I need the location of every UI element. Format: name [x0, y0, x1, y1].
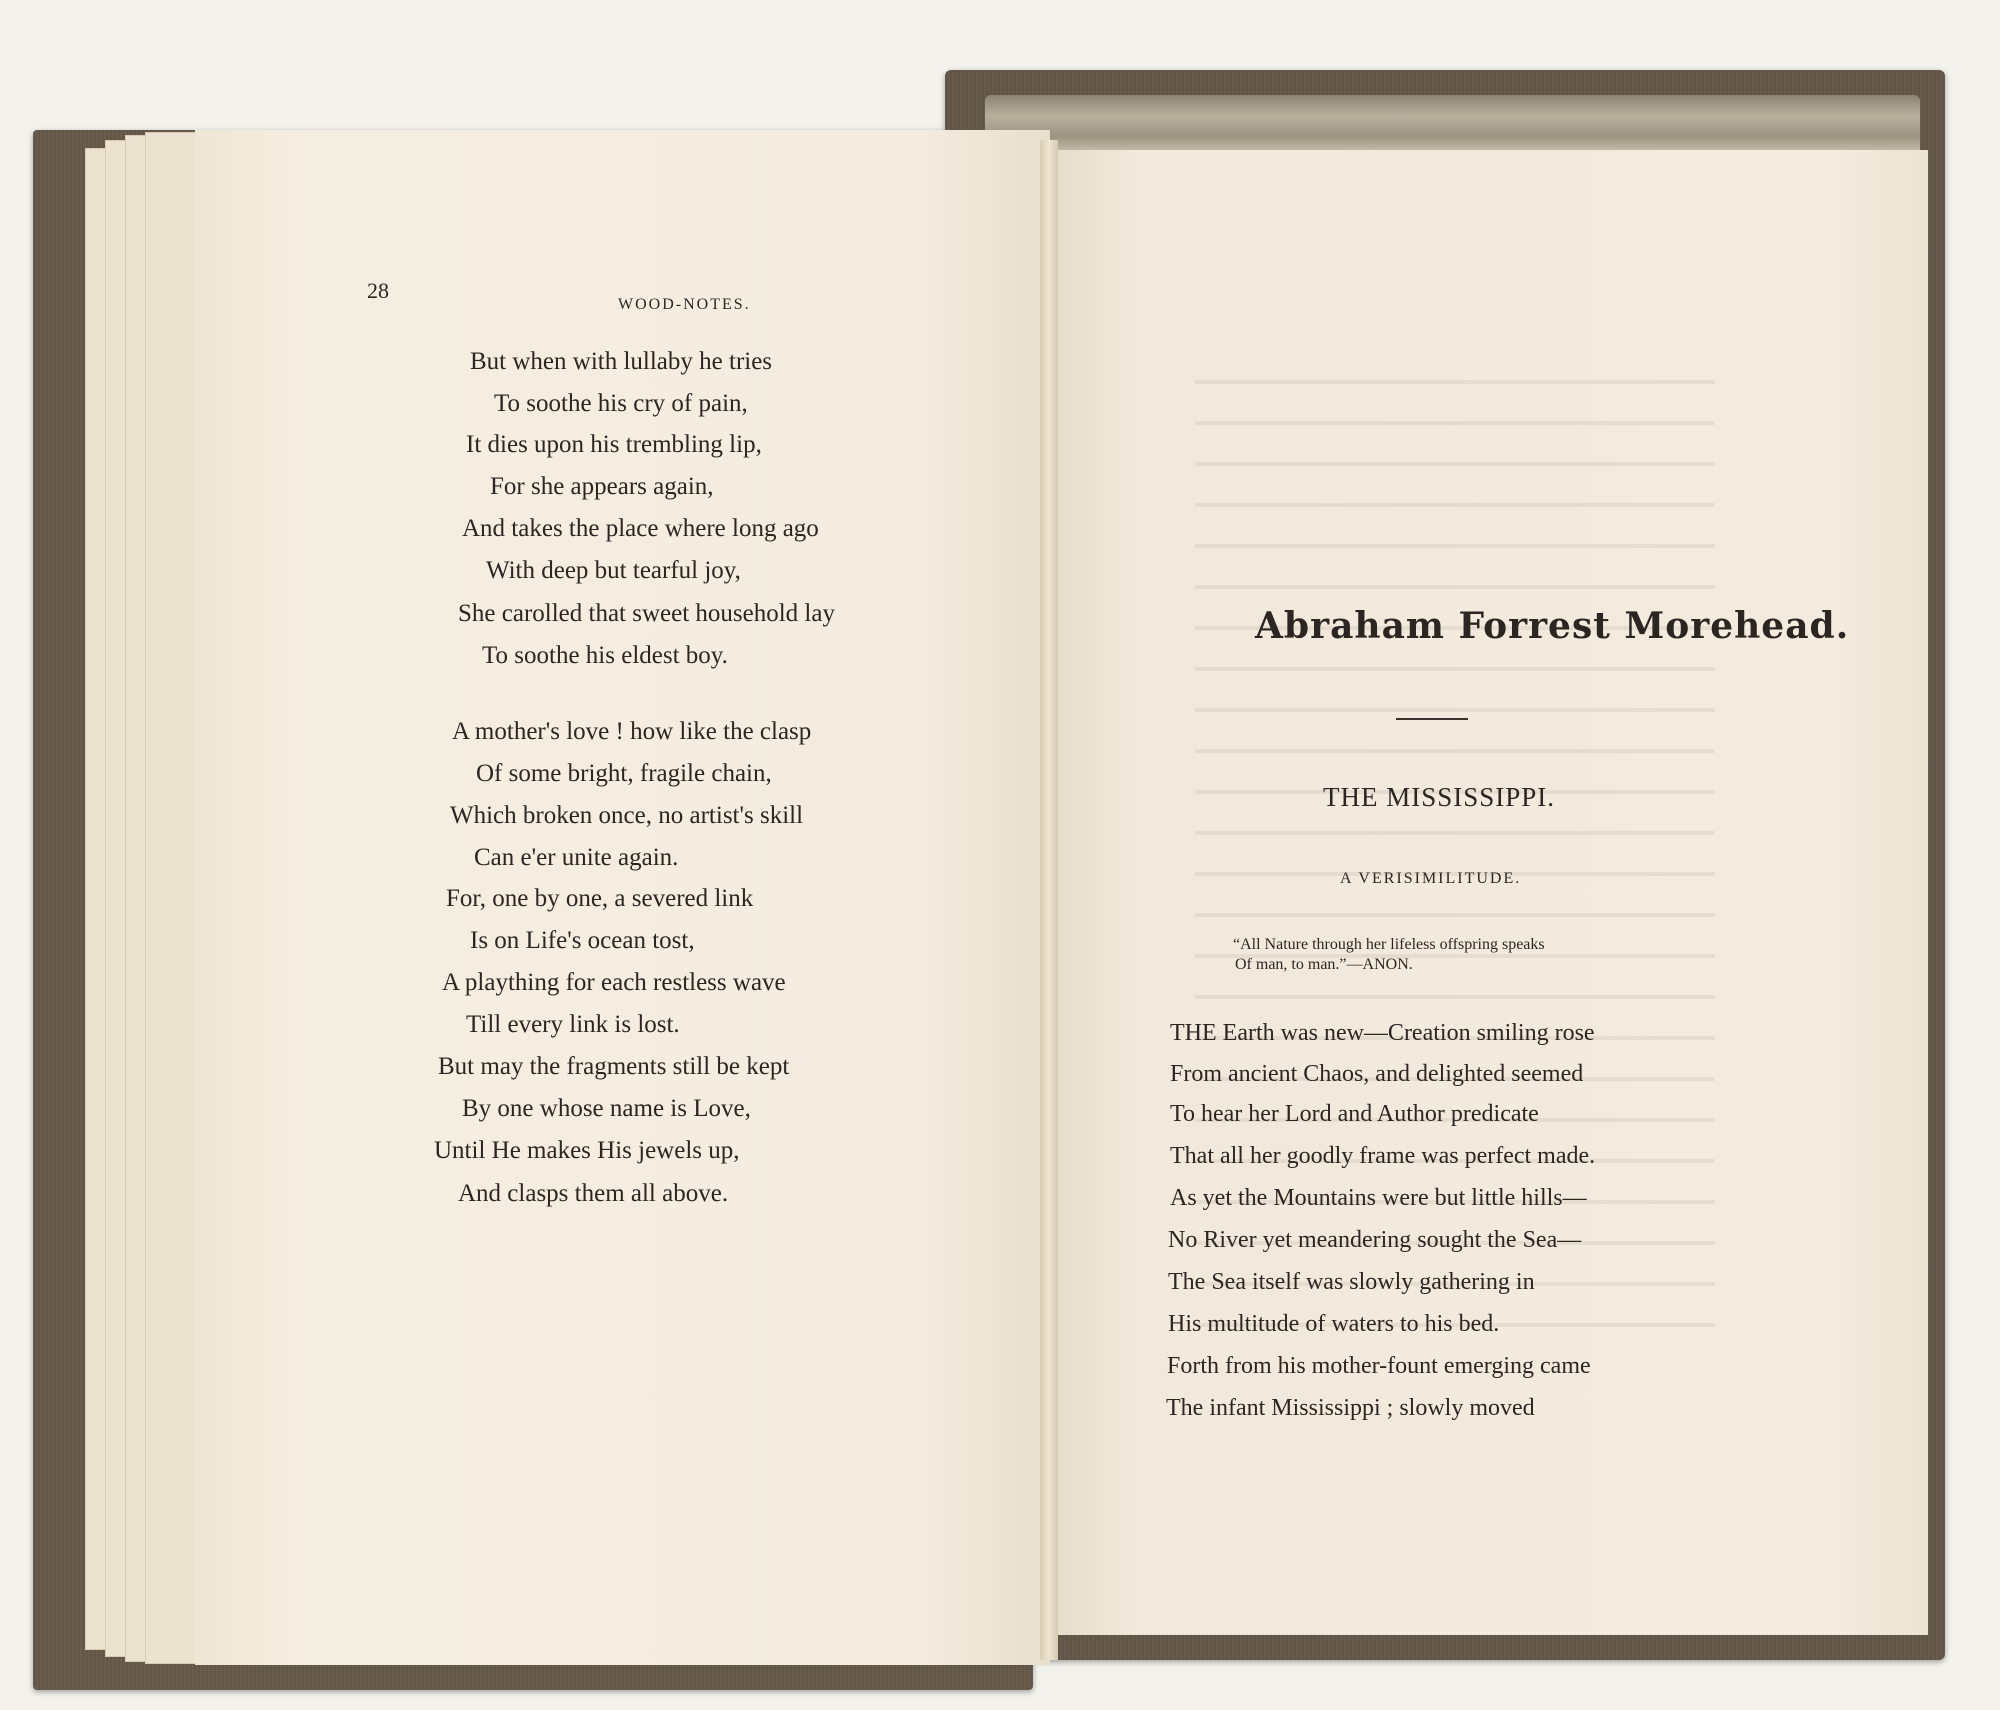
poem-line: She carolled that sweet household lay — [458, 600, 835, 627]
poem-line: It dies upon his trembling lip, — [466, 431, 762, 458]
poem-line: The infant Mississippi ; slowly moved — [1166, 1395, 1535, 1421]
book-gutter — [1040, 140, 1058, 1660]
running-head: WOOD-NOTES. — [618, 296, 751, 313]
author-name: Abraham Forrest Morehead. — [1255, 605, 1850, 647]
poem-line: But may the fragments still be kept — [438, 1053, 790, 1080]
poem-line: For, one by one, a severed link — [446, 885, 754, 912]
poem-line: Which broken once, no artist's skill — [450, 802, 804, 829]
poem-line: And clasps them all above. — [458, 1180, 729, 1207]
poem-line: Until He makes His jewels up, — [434, 1137, 740, 1164]
poem-line: As yet the Mountains were but little hills— — [1170, 1185, 1587, 1211]
poem-line: His multitude of waters to his bed. — [1168, 1311, 1500, 1337]
page-block-top-edge — [985, 95, 1920, 155]
poem-line: A plaything for each restless wave — [442, 969, 786, 996]
epigraph-line: “All Nature through her lifeless offspring speaks — [1233, 936, 1545, 953]
poem-line: A mother's love ! how like the clasp — [452, 718, 812, 745]
title-divider — [1396, 718, 1468, 720]
poem-line: Till every link is lost. — [466, 1011, 680, 1038]
poem-line: Forth from his mother-fount emerging came — [1167, 1353, 1591, 1379]
poem-line: No River yet meandering sought the Sea— — [1168, 1227, 1582, 1253]
poem-line: But when with lullaby he tries — [470, 348, 773, 375]
poem-line: With deep but tearful joy, — [486, 557, 741, 584]
poem-line: By one whose name is Love, — [462, 1095, 751, 1122]
page-number: 28 — [367, 278, 389, 303]
poem-line: The Sea itself was slowly gathering in — [1168, 1269, 1535, 1295]
poem-title: THE MISSISSIPPI. — [1323, 782, 1556, 812]
poem-line: Is on Life's ocean tost, — [470, 927, 695, 954]
poem-line: Of some bright, fragile chain, — [476, 760, 772, 787]
poem-line: And takes the place where long ago — [462, 515, 819, 542]
poem-line: That all her goodly frame was perfect made. — [1170, 1143, 1596, 1169]
poem-subtitle: A VERISIMILITUDE. — [1340, 870, 1522, 887]
epigraph-line: Of man, to man.”—ANON. — [1235, 956, 1413, 973]
poem-line: THE Earth was new—Creation smiling rose — [1170, 1020, 1595, 1046]
poem-line: Can e'er unite again. — [474, 844, 679, 871]
poem-line: For she appears again, — [490, 473, 714, 500]
poem-line: From ancient Chaos, and delighted seemed — [1170, 1061, 1584, 1087]
poem-line: To hear her Lord and Author predicate — [1170, 1101, 1539, 1127]
poem-line: To soothe his eldest boy. — [482, 642, 728, 669]
poem-line: To soothe his cry of pain, — [494, 390, 748, 417]
